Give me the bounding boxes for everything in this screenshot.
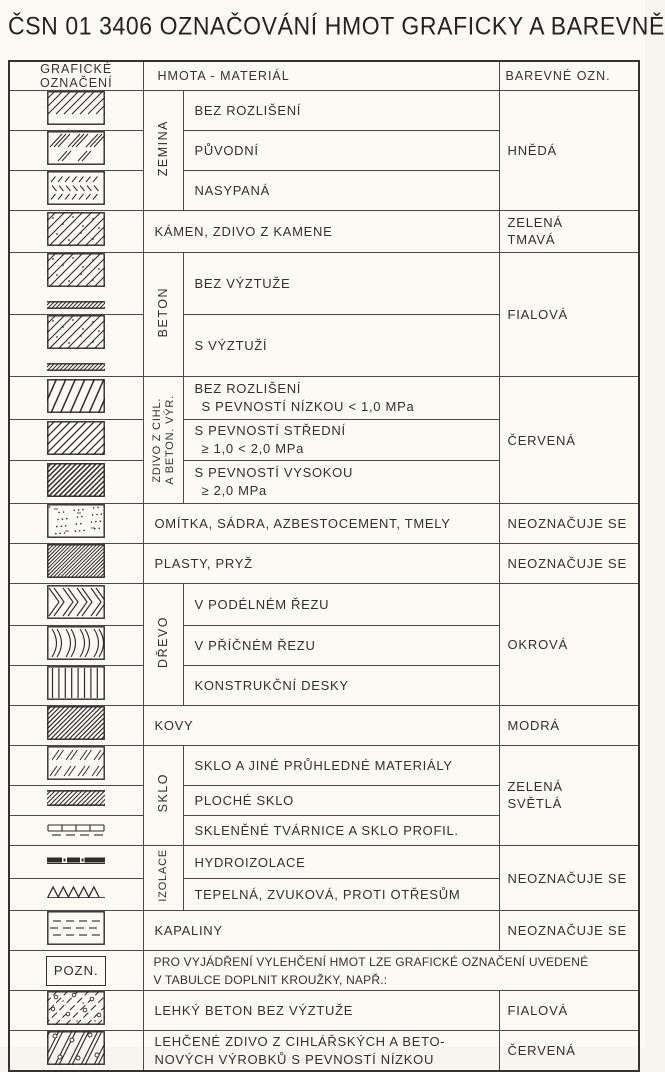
pattern-cell [9,786,143,816]
table-row [9,91,639,131]
material-desc: S PEVNOSTÍ VYSOKOU ≥ 2,0 MPa [183,461,499,504]
pattern-cell [9,584,143,626]
table-row [9,544,639,584]
hatched-strip-icon [47,296,105,314]
table-row [9,211,639,253]
material-desc: V PŘÍČNÉM ŘEZU [183,626,499,666]
material-desc: LEHKÝ BETON BEZ VÝZTUŽE [143,991,499,1031]
liquid-dashes-icon [10,911,143,950]
material-desc: SKLENĚNÉ TVÁRNICE A SKLO PROFIL. [183,816,499,846]
material-desc: BEZ ROZLIŠENÍ [183,91,499,131]
color-cell: NEOZNAČUJE SE [499,846,639,911]
pattern-cell [9,816,143,846]
material-desc: KOVY [143,706,499,746]
group-label-sklo: SKLO [143,746,183,846]
page-title: ČSN 01 3406 OZNAČOVÁNÍ HMOT GRAFICKY A BAREVNĚ [8,12,665,41]
pattern-cell [9,91,143,131]
material-desc: OMÍTKA, SÁDRA, AZBESTOCEMENT, TMELY [143,504,499,544]
pattern-cell [9,666,143,706]
dense-crosshatch-icon [10,463,143,502]
table-row [9,911,639,951]
pattern-cell [9,420,143,461]
color-cell: ČERVENÁ [499,1031,639,1072]
pattern-cell [9,315,143,377]
color-cell: HNĚDÁ [499,91,639,211]
material-desc: S VÝZTUŽÍ [183,315,499,377]
dash-rows-icon [10,171,143,210]
pattern-cell [9,1031,143,1072]
material-desc: PLOCHÉ SKLO [183,786,499,816]
pattern-cell [9,377,143,420]
glass-profile-icon [10,819,143,842]
group-label-drevo: DŘEVO [143,584,183,706]
grouped-diagonal-hatch-icon [10,131,143,170]
group-label-izolace: IZOLACE [143,846,183,911]
table-row [9,504,639,544]
material-desc: KAPALINY [143,911,499,951]
color-cell: ZELENÁ TMAVÁ [499,211,639,253]
color-cell: MODRÁ [499,706,639,746]
color-cell: FIALOVÁ [499,991,639,1031]
pattern-cell [9,991,143,1031]
pattern-cell [9,253,143,315]
table-row [9,1031,639,1072]
hatch-with-dots-icon [47,315,105,354]
end-grain-arcs-icon [10,626,143,665]
diagonal-hatch-icon [10,91,143,130]
color-cell: OKROVÁ [499,584,639,706]
pattern-cell [9,879,143,911]
steep-double-hatch-circles-icon [10,1031,143,1070]
hatch-dots-circles-icon [10,991,143,1030]
table-row [9,377,639,420]
chevrons-icon [10,585,143,624]
glass-dashes-icon [10,746,143,785]
table-row [9,253,639,315]
steep-hatch-icon [10,379,143,418]
dense-hatch-icon [10,706,143,745]
pattern-cell [9,911,143,951]
material-desc: TEPELNÁ, ZVUKOVÁ, PROTI OTŘESŮM [183,879,499,911]
pattern-cell [9,504,143,544]
table-header-row [9,61,639,91]
pattern-cell [9,706,143,746]
stipple-dots-icon [10,504,143,543]
note-text: PRO VYJÁDŘENÍ VYLEHČENÍ HMOT LZE GRAFICKÉ OZNAČENÍ UVEDENÉ V TABULCE DOPLNIT KROUŽKY, NAPŘ.: [143,951,639,991]
material-desc: S PEVNOSTÍ STŘEDNÍ ≥ 1,0 < 2,0 MPa [183,420,499,461]
color-cell: NEOZNAČUJE SE [499,504,639,544]
color-cell: ČERVENÁ [499,377,639,504]
table-row [9,991,639,1031]
header-material: HMOTA - MATERIÁL [143,61,499,91]
pattern-cell [9,211,143,253]
pattern-cell [9,461,143,504]
table-row [9,846,639,879]
materials-table [8,60,640,1072]
table-row [9,584,639,626]
zigzag-icon [10,884,143,905]
material-desc: NASYPANÁ [183,171,499,211]
table-row [9,706,639,746]
pattern-cell [9,746,143,786]
vertical-lines-icon [10,666,143,705]
material-desc: PLASTY, PRYŽ [143,544,499,584]
group-label-zdivo: ZDIVO Z CIHL. A BETON. VÝR. [143,377,183,504]
header-graphic-designation: GRAFICKÉ OZNAČENÍ [9,61,143,91]
material-desc: KONSTRUKČNÍ DESKY [183,666,499,706]
material-desc: V PODÉLNÉM ŘEZU [183,584,499,626]
material-desc: SKLO A JINÉ PRŮHLEDNÉ MATERIÁLY [183,746,499,786]
pattern-cell [9,131,143,171]
fine-crosshatch-icon [10,544,143,583]
note-label-cell [9,951,143,991]
pattern-cell [9,846,143,879]
header-color-designation: BAREVNÉ OZN. [499,61,639,91]
group-label-beton: BETON [143,253,183,377]
material-desc: LEHČENÉ ZDIVO Z CIHLÁŘSKÝCH A BETO- NOVÝCH VÝROBKŮ S PEVNOSTÍ NÍZKOU [143,1031,499,1072]
group-label-zemina: ZEMINA [143,91,183,211]
material-desc: PŮVODNÍ [183,131,499,171]
table-row [9,746,639,786]
material-desc: KÁMEN, ZDIVO Z KAMENE [143,211,499,253]
material-desc: BEZ ROZLIŠENÍ S PEVNOSTÍ NÍZKOU < 1,0 MPa [183,377,499,420]
color-cell: NEOZNAČUJE SE [499,544,639,584]
table-row [9,951,639,991]
pattern-cell [9,171,143,211]
material-desc: BEZ VÝZTUŽE [183,253,499,315]
membrane-bar-icon [10,853,143,871]
color-cell: FIALOVÁ [499,253,639,377]
hatch-with-dots-icon [47,253,105,292]
color-cell: NEOZNAČUJE SE [499,911,639,951]
material-desc: HYDROIZOLACE [183,846,499,879]
color-cell: ZELENÁ SVĚTLÁ [499,746,639,846]
hatch-with-dots-icon [10,212,143,251]
hatch-band-icon [10,790,143,811]
pattern-cell [9,626,143,666]
note-box: POZN. [46,956,106,986]
hatched-strip-icon [47,358,105,376]
pattern-cell [9,544,143,584]
crosshatch-icon [10,421,143,460]
